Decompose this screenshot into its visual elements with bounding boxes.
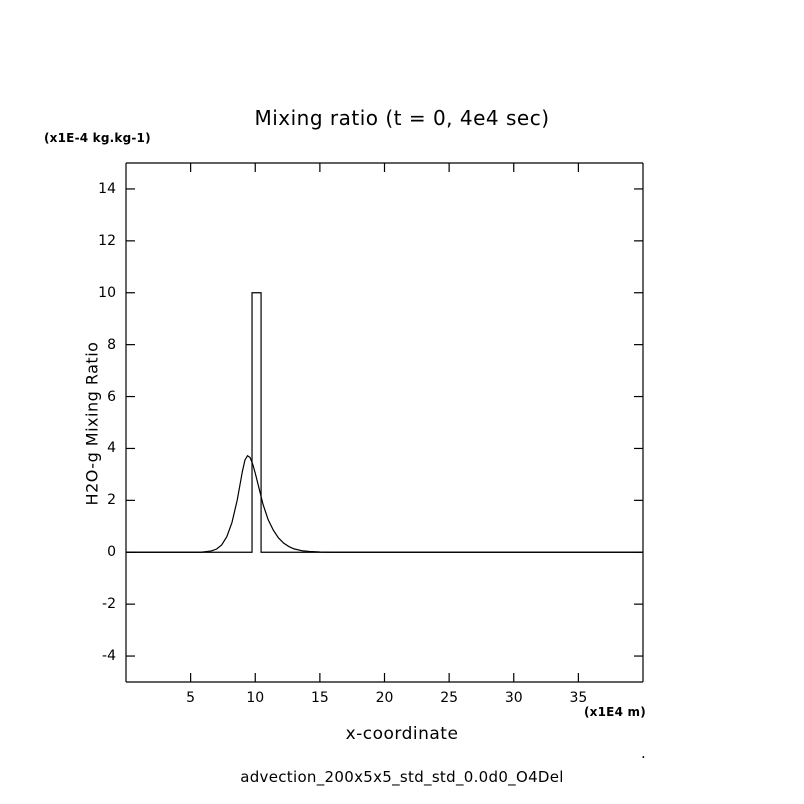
x-tick-label: 35 (569, 690, 588, 706)
y-tick-label: 12 (98, 232, 116, 249)
y-tick-label: 4 (107, 440, 116, 457)
data-series-group (126, 293, 643, 553)
x-tick-label: 30 (504, 690, 523, 706)
y-tick-label: 6 (107, 388, 116, 405)
x-tick-label: 20 (375, 690, 394, 706)
y-axis-title: H2O-g Mixing Ratio (82, 341, 102, 506)
x-axis-title: x-coordinate (345, 724, 459, 744)
data-series-line-1 (126, 456, 643, 553)
x-axis-units-label: (x1E4 m) (584, 705, 646, 719)
axis-tick-marks (126, 163, 643, 682)
x-tick-label: 10 (246, 690, 265, 706)
y-tick-label: 10 (98, 284, 116, 301)
chart-footer-caption: advection_200x5x5_std_std_0.0d0_O4Del (240, 768, 564, 786)
axis-frame (126, 163, 643, 682)
x-tick-label: 25 (440, 690, 459, 706)
x-tick-label: 5 (186, 690, 196, 706)
y-tick-label: 8 (107, 336, 116, 353)
y-tick-label: 2 (107, 492, 116, 509)
y-tick-label: -4 (102, 648, 116, 665)
footer-mark: . (641, 744, 646, 762)
y-tick-label: 0 (107, 544, 116, 561)
chart-title: Mixing ratio (t = 0, 4e4 sec) (254, 106, 550, 130)
y-tick-label: 14 (98, 180, 116, 197)
x-tick-label: 15 (310, 690, 329, 706)
y-axis-units-label: (x1E-4 kg.kg-1) (44, 131, 151, 145)
data-series-line-0 (126, 293, 643, 553)
y-tick-label: -2 (102, 596, 116, 613)
